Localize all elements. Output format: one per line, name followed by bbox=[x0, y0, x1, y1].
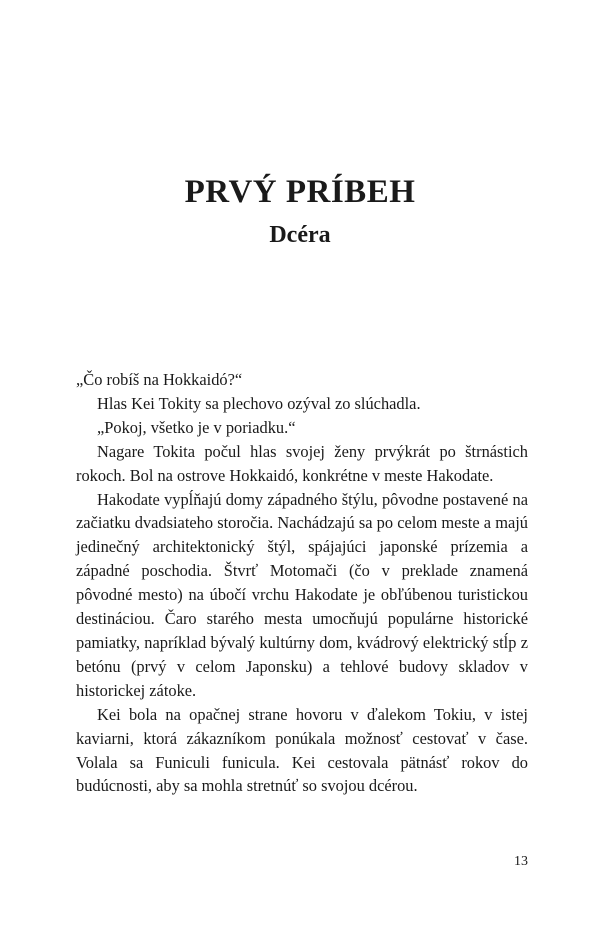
paragraph-4: Nagare Tokita počul hlas svojej ženy prvýkrát po štrnástich rokoch. Bol na ostrove Hokkaidó, konkrétne v meste Hakodate. bbox=[76, 441, 528, 485]
paragraph-1: „Čo robíš na Hokkaidó?“ bbox=[76, 370, 243, 389]
paragraph-6: Kei bola na opačnej strane hovoru v ďalekom Tokiu, v istej kaviarni, ktorá zákazníkom ponúkala možnosť cestovať v čase. Volala sa Funiculi funicula. Kei cestovala pätnásť rokov do budúcnosti, aby sa mohla stretnúť so svojou dcérou. bbox=[76, 704, 528, 796]
chapter-subtitle: Dcéra bbox=[269, 222, 331, 248]
body-text bbox=[76, 368, 528, 798]
chapter-title: PRVÝ PRÍBEH bbox=[184, 174, 416, 210]
paragraph-5: Hakodate vypĺňajú domy západného štýlu, pôvodne postavené na začiatku dvadsiateho storočia. Nachádzajú sa po celom meste a majú jedinečný architektonický štýl, spájajúci japonské prízemia a západné poschodia. Štvrť Motomači (čo v preklade znamená pôvodné mesto) na úbočí vrchu Hakodate je obľúbenou turistickou destináciou. Čaro starého mesta umocňujú populárne historické pamiatky, napríklad bývalý kultúrny dom, kvádrový elektrický stĺp z betónu (prvý v celom Japonsku) a tehlové budovy skladov v historickej zátoke. bbox=[76, 489, 528, 700]
page-number: 13 bbox=[514, 854, 528, 869]
paragraph-3: „Pokoj, všetko je v poriadku.“ bbox=[97, 417, 296, 437]
paragraph-2: Hlas Kei Tokity sa plechovo ozýval zo slúchadla. bbox=[97, 393, 421, 413]
